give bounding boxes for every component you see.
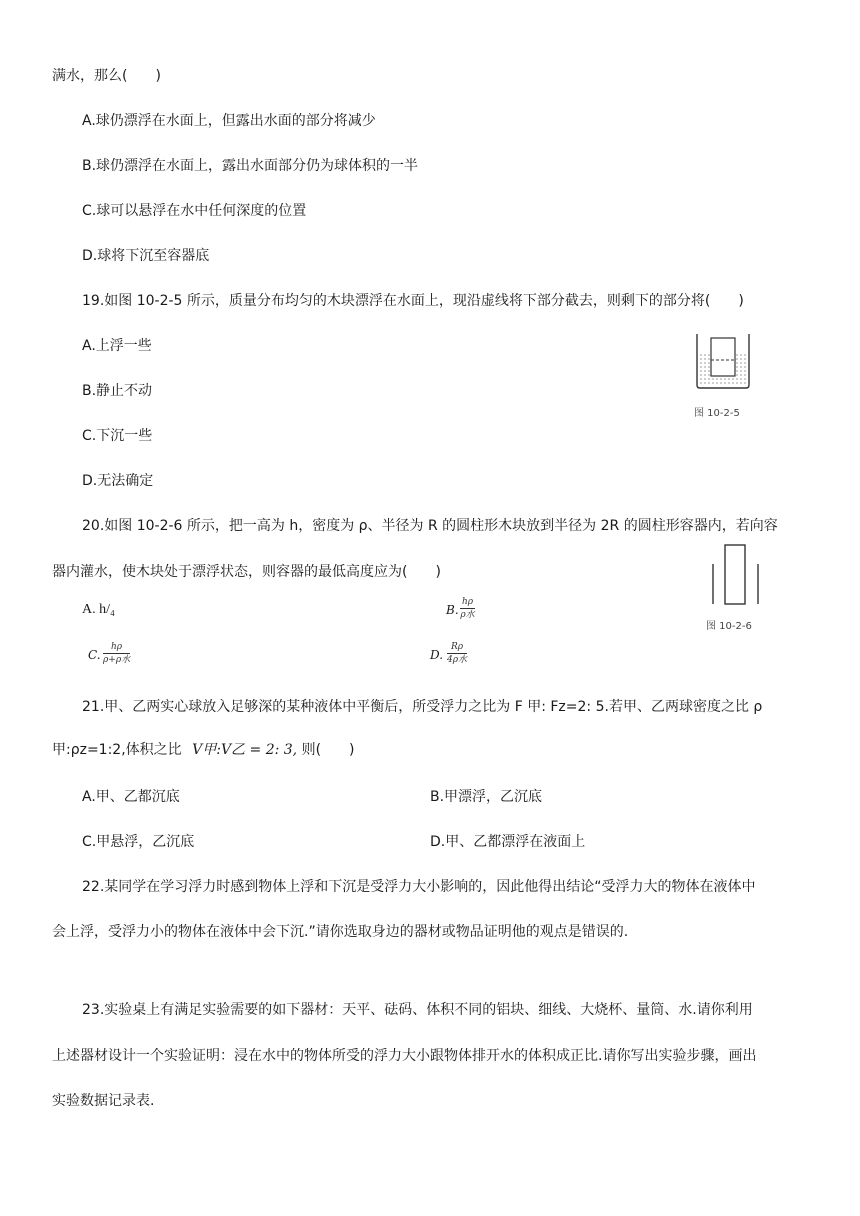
q20-option-d-numerator: Rρ — [447, 641, 467, 654]
q20-option-b — [446, 600, 459, 620]
q21-option-b: B.甲漂浮，乙沉底 — [430, 789, 543, 805]
q23-line3: 实验数据记录表. — [52, 1093, 155, 1109]
q21-stem-line2-suffix: 则( ) — [301, 742, 355, 758]
q19-option-b: B.静止不动 — [82, 383, 153, 399]
q18-option-c: C.球可以悬浮在水中任何深度的位置 — [82, 203, 307, 219]
q18-tail: 满水，那么( ) — [52, 68, 161, 84]
q21-option-a: A.甲、乙都沉底 — [82, 789, 180, 805]
q20-option-b-fraction — [460, 596, 475, 621]
q21-stem-line2-prefix: 甲:ρz=1:2,体积之比 — [52, 742, 182, 758]
q20-stem-line2: 器内灌水，使木块处于漂浮状态，则容器的最低高度应为( ) — [52, 564, 441, 580]
q21-stem-line2 — [52, 740, 355, 760]
q19-option-c: C.下沉一些 — [82, 428, 153, 444]
q20-option-c-numerator: hρ — [103, 641, 130, 654]
q23-line1: 23.实验桌上有满足实验需要的如下器材：天平、砝码、体积不同的铝块、细线、大烧杯、量筒、水.请你利用 — [82, 1002, 753, 1018]
q20-option-b-denominator: ρ水 — [460, 610, 475, 620]
q19-option-a: A.上浮一些 — [82, 338, 152, 354]
q23-line2: 上述器材设计一个实验证明：浸在水中的物体所受的浮力大小跟物体排开水的体积成正比.请你写出实验步骤，画出 — [52, 1048, 757, 1064]
q21-option-c: C.甲悬浮，乙沉底 — [82, 834, 195, 850]
q19-option-d: D.无法确定 — [82, 473, 154, 489]
q20-option-d-fraction — [447, 641, 467, 666]
q22-line1: 22.某同学在学习浮力时感到物体上浮和下沉是受浮力大小影响的，因此他得出结论“受浮力大的物体在液体中 — [82, 879, 756, 895]
figure-10-2-5 — [692, 330, 762, 392]
q19-stem: 19.如图 10-2-5 所示，质量分布均匀的木块漂浮在水面上，现沿虚线将下部分截去，则剩下的部分将( ) — [82, 293, 744, 309]
q21-option-d: D.甲、乙都漂浮在液面上 — [430, 834, 586, 850]
q20-stem-line1: 20.如图 10-2-6 所示，把一高为 h，密度为 ρ、半径为 R 的圆柱形木块放到半径为 2R 的圆柱形容器内，若向容 — [82, 518, 778, 534]
figure-10-2-6-caption: 图 10-2-6 — [706, 621, 752, 632]
q18-option-d: D.球将下沉至容器底 — [82, 248, 210, 264]
q20-option-c — [88, 645, 101, 665]
figure-10-2-5-caption: 图 10-2-5 — [694, 408, 740, 419]
q20-option-c-fraction — [103, 641, 130, 666]
q18-option-b: B.球仍漂浮在水面上，露出水面部分仍为球体积的一半 — [82, 158, 419, 174]
figure-10-2-6 — [708, 542, 764, 606]
q20-option-d-denominator: 4ρ水 — [447, 655, 468, 665]
q20-option-c-denominator: ρ+ρ水 — [103, 655, 131, 665]
q21-volume-ratio: V甲:V乙 = 2: 3, — [192, 742, 298, 758]
q20-option-b-label: B. — [446, 603, 459, 617]
q20-option-a: A. h/₄ — [82, 602, 115, 617]
q22-line2: 会上浮，受浮力小的物体在液体中会下沉.”请你选取身边的器材或物品证明他的观点是错误的. — [52, 924, 629, 940]
q20-option-d — [430, 645, 443, 665]
q20-option-b-numerator: hρ — [462, 597, 474, 607]
q21-stem-line1: 21.甲、乙两实心球放入足够深的某种液体中平衡后，所受浮力之比为 F 甲: Fz=2: 5.若甲、乙两球密度之比 ρ — [82, 699, 763, 715]
q18-option-a: A.球仍漂浮在水面上，但露出水面的部分将减少 — [82, 113, 376, 129]
q20-option-c-label: C. — [88, 648, 101, 662]
q20-option-d-label: D. — [430, 648, 444, 662]
